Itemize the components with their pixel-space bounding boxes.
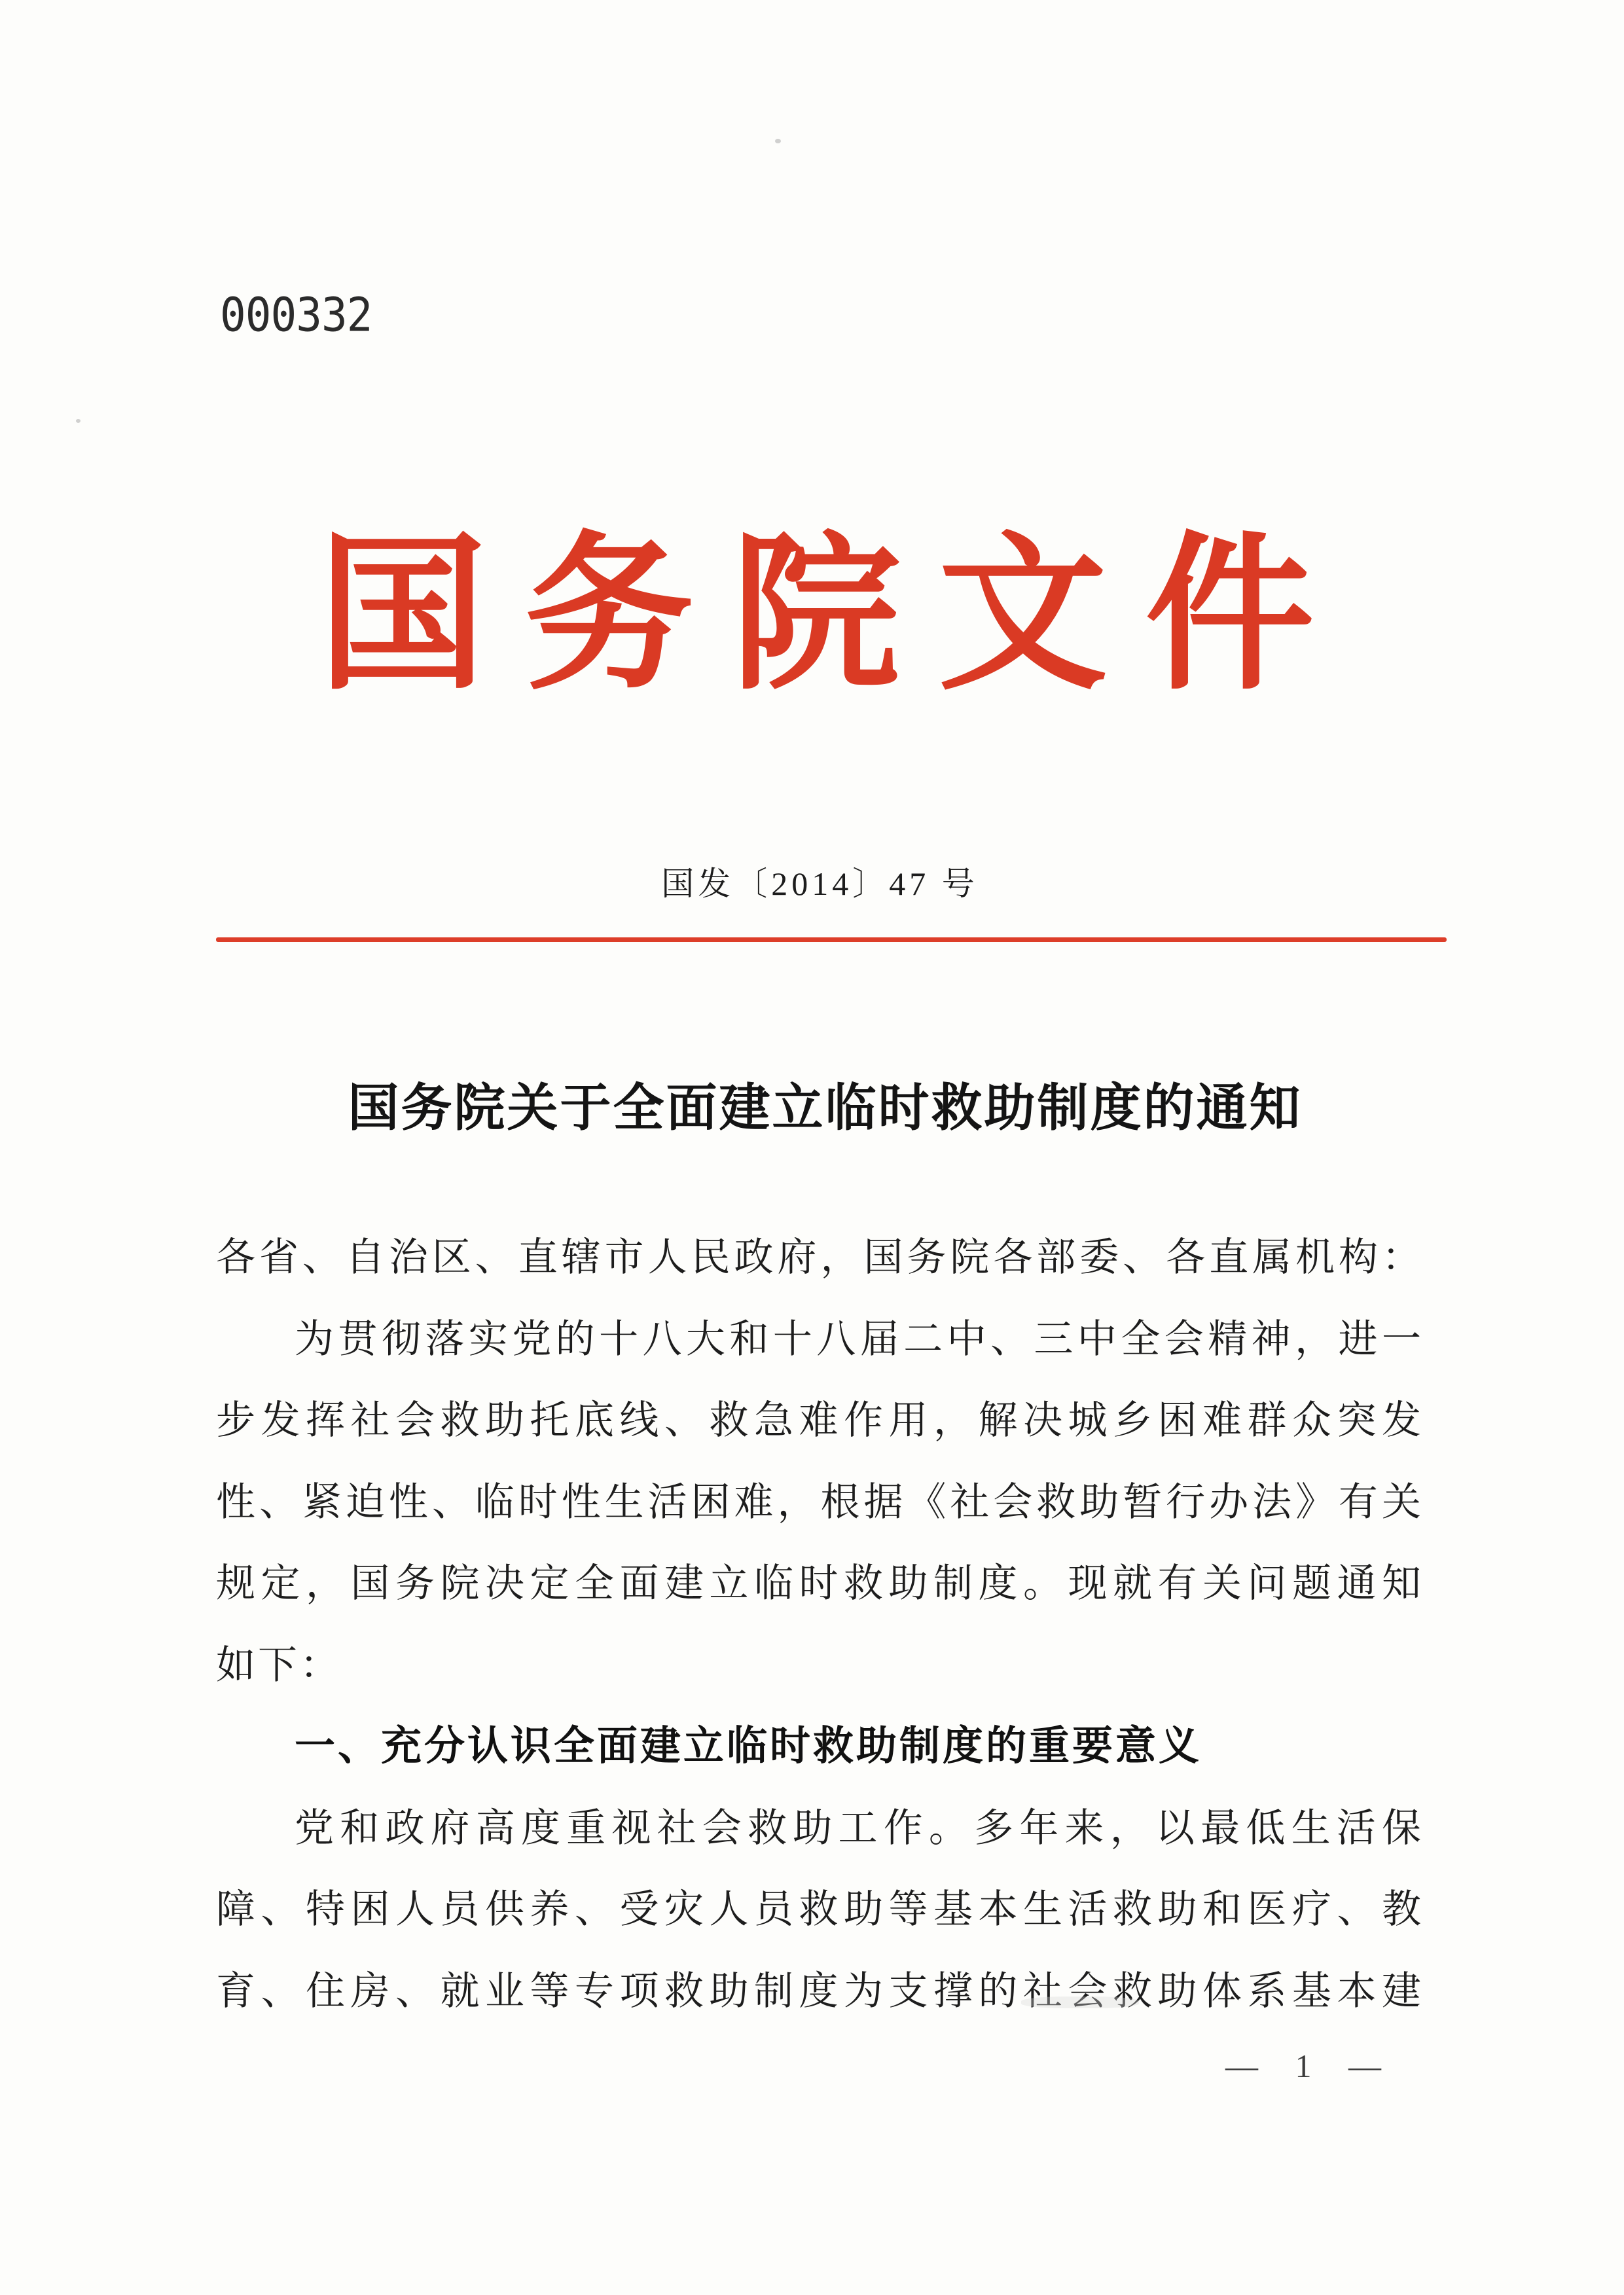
scan-artifact-dot (76, 419, 81, 423)
archive-serial-number: 000332 (220, 287, 372, 342)
page-number: — 1 — (1225, 2048, 1390, 2084)
body-line: 育、住房、就业等专项救助制度为支撑的社会救助体系基本建 (216, 1969, 1424, 2013)
scan-artifact-smudge (1021, 1997, 1139, 2008)
body-line: 规定，国务院决定全面建立临时救助制度。现就有关问题通知 (216, 1562, 1424, 1605)
document-reference-number: 国发〔2014〕47 号 (661, 865, 979, 902)
body-line: 障、特困人员供养、受灾人员救助等基本生活救助和医疗、教 (216, 1888, 1424, 1931)
body-line: 为贯彻落实党的十八大和十八届二中、三中全会精神，进一 (295, 1317, 1424, 1361)
body-line: 党和政府高度重视社会救助工作。多年来，以最低生活保 (295, 1806, 1424, 1850)
body-line: 步发挥社会救助托底线、救急难作用，解决城乡困难群众突发 (216, 1399, 1424, 1442)
section-heading-1: 一、充分认识全面建立临时救助制度的重要意义 (295, 1724, 1202, 1769)
document-title: 国务院关于全面建立临时救助制度的通知 (348, 1079, 1303, 1136)
body-line: 如下： (216, 1643, 342, 1687)
letterhead-title: 国务院文件 (317, 522, 1352, 710)
scan-artifact-dot (775, 139, 781, 143)
body-line: 性、紧迫性、临时性生活困难，根据《社会救助暂行办法》有关 (216, 1480, 1424, 1524)
letterhead-divider-rule (216, 937, 1447, 942)
body-line-salutation: 各省、自治区、直辖市人民政府，国务院各部委、各直属机构： (216, 1236, 1424, 1279)
document-body (216, 1217, 1424, 2032)
